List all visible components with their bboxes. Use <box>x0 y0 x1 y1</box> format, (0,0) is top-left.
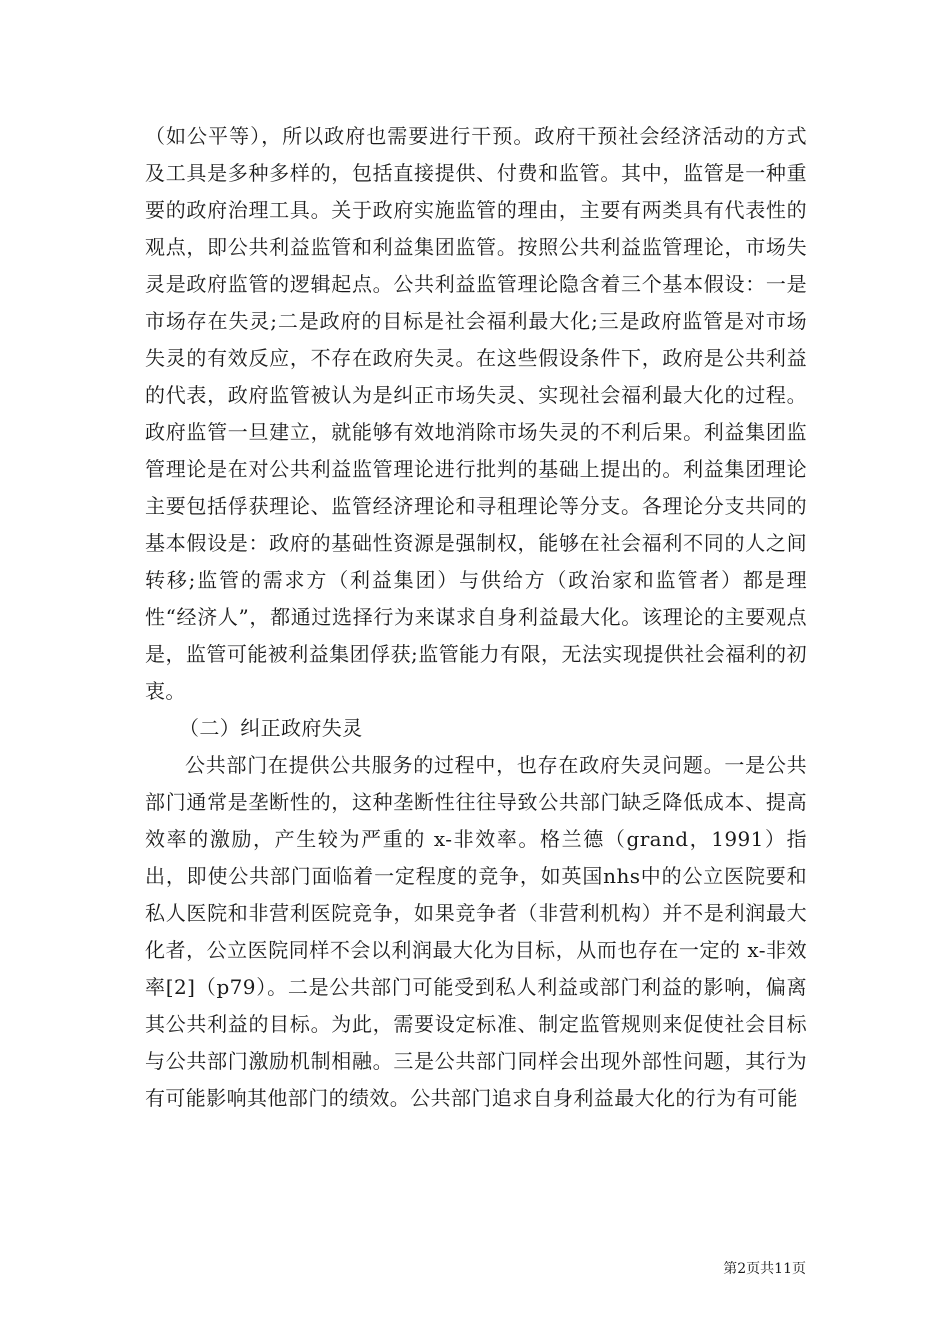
section-heading: （二）纠正政府失灵 <box>179 716 363 740</box>
page-number: 第2页共11页 <box>723 1261 806 1277</box>
paragraph-government-failure: 公共部门在提供公共服务的过程中，也存在政府失灵问题。一是公共部门通常是垄断性的，这种垄断性往往导致公共部门缺乏降低成本、提高效率的激励，产生较为严重的 x-非效率。格兰德（grand，1991）指出，即使公共部门面临着一定程度的竞争，如英国nhs中的公立医院要和私人医院和非营利医院竞争，如果竞争者（非营利机构）并不是利润最大化者，公立医院同样不会以利润最大化为目标，从而也存在一定的 x-非效率[2]（p79）。二是公共部门可能受到私人利益或部门利益的影响，偏离其公共利益的目标。为此，需要设定标准、制定监管规则来促使社会目标与公共部门激励机制相融。三是公共部门同样会出现外部性问题，其行为有可能影响其他部门的绩效。公共部门追求自身利益最大化的行为有可能 <box>145 753 807 1110</box>
paragraph-intro: （如公平等），所以政府也需要进行干预。政府干预社会经济活动的方式及工具是多种多样的，包括直接提供、付费和监管。其中，监管是一种重要的政府治理工具。关于政府实施监管的理由，主要有两类具有代表性的观点，即公共利益监管和利益集团监管。按照公共利益监管理论，市场失灵是政府监管的逻辑起点。公共利益监管理论隐含着三个基本假设：一是市场存在失灵;二是政府的目标是社会福利最大化;三是政府监管是对市场失灵的有效反应，不存在政府失灵。在这些假设条件下，政府是公共利益的代表，政府监管被认为是纠正市场失灵、实现社会福利最大化的过程。政府监管一旦建立，就能够有效地消除市场失灵的不利后果。利益集团监管理论是在对公共利益监管理论进行批判的基础上提出的。利益集团理论主要包括俘获理论、监管经济理论和寻租理论等分支。各理论分支共同的基本假设是：政府的基础性资源是强制权，能够在社会福利不同的人之间转移;监管的需求方（利益集团）与供给方（政治家和监管者）都是理性“经济人”，都通过选择行为来谋求自身利益最大化。该理论的主要观点是，监管可能被利益集团俘获;监管能力有限，无法实现提供社会福利的初衷。 <box>145 124 807 703</box>
document-body <box>145 118 807 1117</box>
